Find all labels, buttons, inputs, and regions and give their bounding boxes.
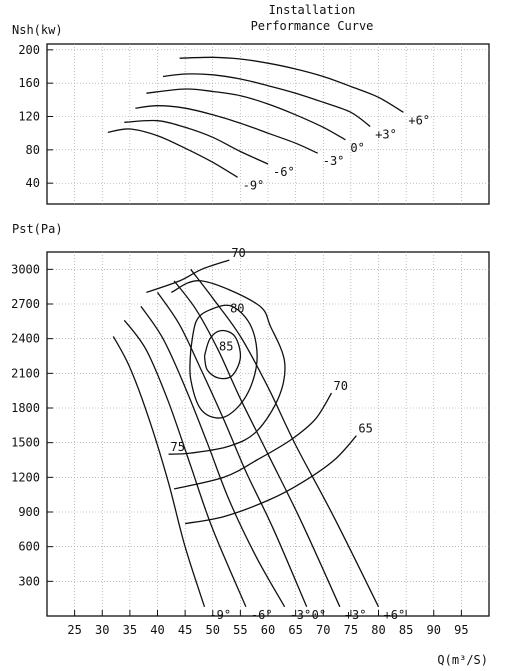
series-label-plus3deg: +3° (344, 607, 367, 622)
series-label-0deg: 0° (311, 607, 327, 622)
pressure-chart-xlabel: Q(m³/S) (437, 653, 488, 667)
y-tick-label: 80 (25, 142, 40, 157)
efficiency-label-70: 70 (333, 378, 348, 393)
power-chart-ylabel: Nsh(kw) (12, 23, 63, 37)
series-curve-0deg (146, 89, 345, 140)
power-chart-panel (12, 23, 489, 204)
series-label-plus6deg: +6° (408, 113, 431, 128)
y-tick-label: 40 (25, 176, 40, 191)
x-tick-label: 35 (122, 623, 138, 637)
x-tick-label: 60 (260, 623, 276, 637)
series-label-minus6deg: -6° (250, 607, 273, 622)
efficiency-label-85: 85 (219, 339, 234, 354)
pressure-chart-ylabel: Pst(Pa) (12, 222, 63, 236)
x-tick-label: 30 (95, 623, 110, 637)
y-tick-label: 3000 (11, 262, 40, 277)
series-label-minus3deg: -3° (289, 607, 312, 622)
y-tick-label: 600 (18, 539, 40, 554)
series-label-minus6deg: -6° (273, 165, 295, 179)
header-line1: Installation (268, 3, 356, 17)
efficiency-contour-70 (146, 260, 229, 292)
y-tick-label: 1500 (11, 435, 40, 450)
series-label-minus3deg: -3° (322, 154, 345, 169)
pressure-chart-panel (11, 222, 489, 667)
series-label-plus6deg: +6° (383, 607, 406, 622)
efficiency-contour-85 (205, 331, 241, 379)
x-tick-label: 25 (67, 623, 82, 637)
series-curve-minus6deg (124, 120, 268, 164)
y-tick-label: 2400 (11, 331, 40, 346)
y-tick-label: 160 (18, 76, 40, 91)
series-label-0deg: 0° (350, 140, 365, 155)
x-tick-label: 70 (316, 623, 331, 637)
x-tick-label: 45 (177, 623, 193, 637)
y-tick-label: 1800 (11, 401, 40, 415)
y-tick-label: 300 (18, 574, 40, 589)
y-tick-label: 900 (18, 505, 40, 519)
efficiency-label-80: 80 (230, 301, 245, 316)
y-tick-label: 1200 (11, 470, 40, 485)
y-tick-label: 2100 (11, 366, 40, 381)
y-tick-label: 120 (18, 109, 40, 124)
series-curve-minus9deg (108, 129, 238, 177)
x-tick-label: 90 (426, 623, 441, 637)
y-tick-label: 200 (18, 42, 40, 57)
x-tick-label: 55 (233, 623, 248, 637)
efficiency-contour-70 (174, 393, 331, 489)
y-tick-label: 2700 (11, 297, 40, 311)
series-label-minus9deg: -9° (242, 178, 265, 193)
efficiency-label-65: 65 (358, 421, 373, 436)
series-curve-plus6deg (180, 57, 404, 112)
x-tick-label: 85 (398, 623, 414, 637)
x-tick-label: 50 (205, 623, 220, 637)
efficiency-label-70: 70 (231, 246, 246, 261)
x-tick-label: 95 (454, 623, 469, 637)
series-label-plus3deg: +3° (375, 127, 397, 142)
header-line2: Performance Curve (250, 19, 374, 33)
series-label-minus9deg: -9° (209, 607, 232, 622)
x-tick-label: 40 (150, 623, 165, 637)
x-tick-label: 65 (288, 623, 303, 637)
x-tick-label: 75 (343, 623, 359, 637)
x-tick-label: 80 (371, 623, 386, 637)
efficiency-label-75: 75 (170, 440, 186, 455)
